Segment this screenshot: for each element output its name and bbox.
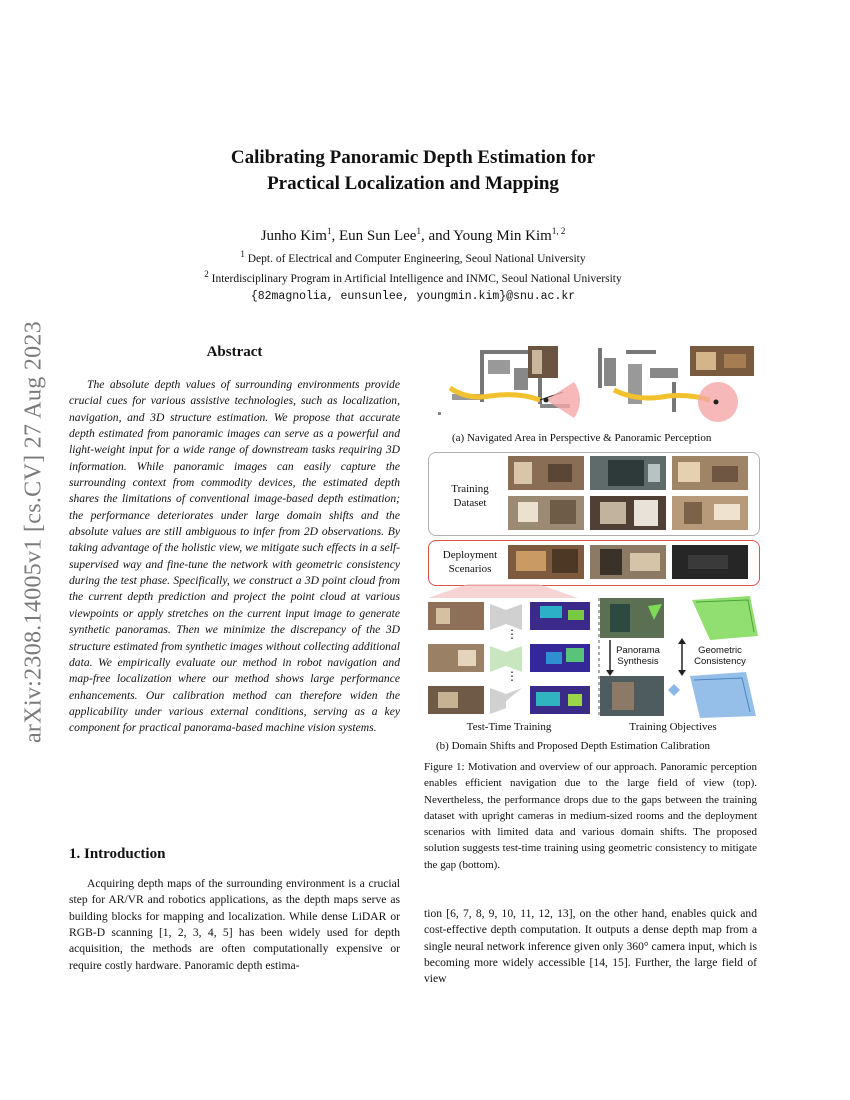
domain-shift-funnel xyxy=(428,584,578,598)
arxiv-stamp-text: arXiv:2308.14005v1 [cs.CV] 27 Aug 2023 xyxy=(20,320,47,744)
training-objectives-label: Training Objectives xyxy=(629,721,717,733)
geometric-consistency-label: Geometric Consistency xyxy=(694,645,746,667)
perspective-map xyxy=(438,350,580,418)
caption-text: Figure 1: Motivation and overview of our approach. Panoramic perception enables efficient navigation due to the large field of view (top). Nevertheless, the performance drops due to the gaps between the training dataset with upright cameras in medium-sized rooms and the deployment scenarios with limited data and various domain shifts. The proposed solution suggests test-time training using geometric consistency to mitigate the gap (bottom). xyxy=(424,761,757,871)
author-2-sup: 1 xyxy=(416,226,421,236)
title-line-2: Practical Localization and Mapping xyxy=(267,173,559,194)
deployment-scenarios-label: Deployment Scenarios xyxy=(442,549,498,575)
navigation-maps xyxy=(428,342,758,427)
author-3: Young Min Kim xyxy=(453,228,552,244)
author-2: Eun Sun Lee xyxy=(338,228,417,244)
deployment-panoramas xyxy=(508,545,754,579)
affiliation-1-text: Dept. of Electrical and Computer Engineering, Seoul National University xyxy=(247,252,586,265)
affiliation-2-text: Interdisciplinary Program in Artificial Intelligence and INMC, Seoul National University xyxy=(211,272,622,285)
author-emails: {82magnolia, eunsunlee, youngmin.kim}@snu.ac.kr xyxy=(250,290,576,303)
affiliation-2 xyxy=(100,269,726,285)
affiliation-1-sup: 1 xyxy=(240,249,245,259)
figure-1 xyxy=(424,340,760,755)
right-column-body xyxy=(424,906,757,988)
author-1-sup: 1 xyxy=(326,226,332,236)
ellipsis-2: ⋮ xyxy=(506,669,518,683)
abstract-paragraph: The absolute depth values of surrounding environments provide crucial cues for various assistive technologies, such as localization, navigation, and 3D structure estimation. We propose that accurate depth estimated from panoramic images can serve as a powerful and light-weight input for a wide range of downstream tasks requiring 3D information. While panoramic images can easily capture the surrounding context from commodity devices, the estimated depth shares the limitations of conventional image-based depth estimation; the performance deteriorates under large domain shifts and the absolute values are still ambiguous to infer from 2D observations. By taking advantage of the holistic view, we mitigate such effects in a self-supervised way and fine-tune the network with geometric consistency during the test phase. Specifically, we construct a 3D point cloud from the current depth prediction and project the point cloud at various viewpoints or apply stretches on the current input image to generate synthetic panoramas. Then we minimize the discrepancy of the 3D structure estimated from synthetic images without collecting additional data. We empirically evaluate our method in robot navigation and map-free localization where our method shows large performance enhancements. Our calibration method can therefore widen the applicability under various external conditions, serving as a key component for practical panorama-based machine vision systems. xyxy=(69,378,400,735)
affiliation-1 xyxy=(100,249,726,265)
intro-heading: 1. Introduction xyxy=(69,846,166,862)
arxiv-stamp xyxy=(18,288,50,776)
intro-body xyxy=(69,876,400,974)
figure-sub-b: (b) Domain Shifts and Proposed Depth Estimation Calibration xyxy=(436,740,711,752)
test-time-training-diagram xyxy=(428,598,598,718)
intro-paragraph: Acquiring depth maps of the surrounding environment is a crucial step for AR/VR and robotics applications, as the depth maps serve as building blocks for mapping and localization. While dense LiDAR or RGB-D scanning [1, 2, 3, 4, 5] has been widely used for depth acquisition, the methods are often computationally expensive or require costly hardware. Panoramic depth estima- xyxy=(69,877,400,972)
author-3-sup: 1, 2 xyxy=(551,226,566,236)
training-dataset-label: Training Dataset xyxy=(451,483,489,509)
abstract-body xyxy=(69,377,400,737)
figure-sub-a: (a) Navigated Area in Perspective & Panoramic Perception xyxy=(452,432,712,444)
paper-title xyxy=(120,145,706,197)
training-panoramas xyxy=(508,456,754,530)
author-1: Junho Kim xyxy=(260,228,327,244)
panorama-synthesis-label: Panorama Synthesis xyxy=(616,645,660,667)
author-sep-1: , xyxy=(331,228,339,244)
affiliation-2-sup: 2 xyxy=(204,269,209,279)
right-column-paragraph: tion [6, 7, 8, 9, 10, 11, 12, 13], on the other hand, enables quick and cost-effective depth computation. It outputs a dense depth map from a single neural network inference given only 360° camera input, which is becoming more widely accessible [14, 15]. Further, the large field of view xyxy=(424,907,757,986)
abstract-heading: Abstract xyxy=(206,344,263,360)
figure-caption xyxy=(424,759,757,873)
test-time-training-label: Test-Time Training xyxy=(466,721,552,733)
author-sep-2: , and xyxy=(420,228,454,244)
author-list xyxy=(120,226,706,245)
title-line-1: Calibrating Panoramic Depth Estimation for xyxy=(230,147,596,168)
ellipsis-1: ⋮ xyxy=(506,627,518,641)
